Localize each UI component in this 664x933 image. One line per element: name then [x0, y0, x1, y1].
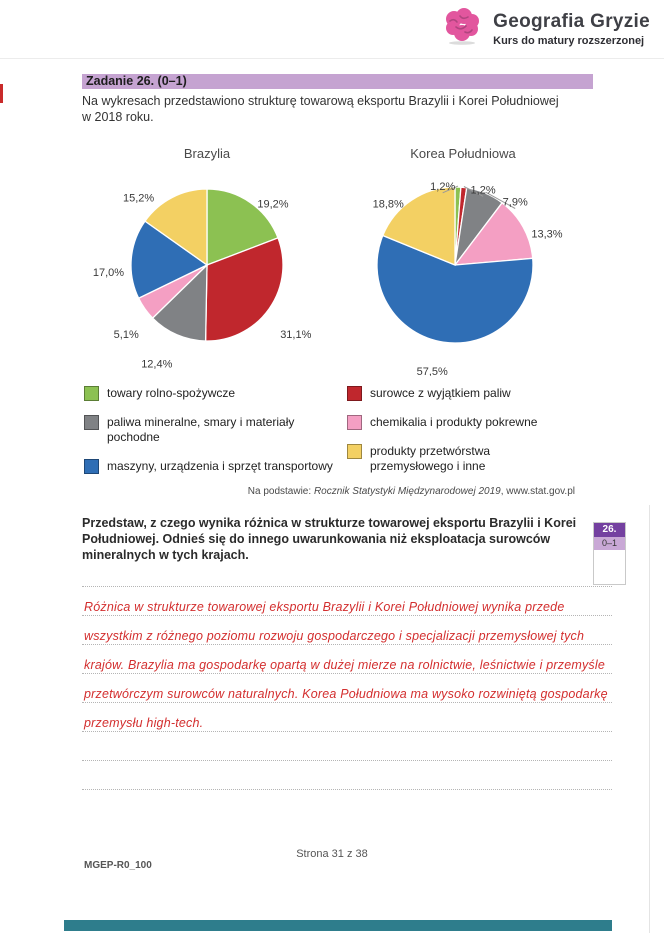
legend-label: chemikalia i produkty pokrewne	[370, 415, 538, 429]
pie-value-label: 57,5%	[416, 366, 448, 376]
document-code: MGEP-R0_100	[84, 860, 152, 871]
legend-item	[84, 386, 347, 401]
legend-label: surowce z wyjątkiem paliw	[370, 386, 511, 400]
answer-line	[82, 587, 612, 616]
header-divider	[0, 58, 664, 59]
legend-label: paliwa mineralne, smary i materiały pochodne	[107, 415, 295, 444]
chart-legend	[84, 386, 614, 474]
legend-swatch	[84, 386, 99, 401]
legend-label: towary rolno-spożywcze	[107, 386, 236, 400]
score-box	[593, 522, 626, 585]
answer-line	[82, 703, 612, 732]
score-box-task-number: 26.	[594, 523, 625, 537]
pie-value-label: 19,2%	[257, 198, 289, 211]
brand-name: Geografia Gryzie	[493, 10, 650, 32]
task-intro	[82, 93, 602, 125]
task-intro-line: w 2018 roku.	[82, 110, 154, 124]
bottom-accent-bar	[64, 920, 612, 931]
page-edge-line	[649, 505, 650, 933]
pie-value-label: 12,4%	[141, 358, 173, 371]
brain-icon	[441, 6, 483, 51]
answer-line	[82, 616, 612, 645]
source-title: Rocznik Statystyki Międzynarodowej 2019	[313, 486, 501, 497]
answer-line	[82, 645, 612, 674]
legend-swatch	[347, 415, 362, 430]
legend-item	[84, 415, 347, 445]
pie-value-label: 13,3%	[531, 228, 563, 241]
pie-value-label: 1,2%	[470, 184, 496, 197]
handwritten-text: wszystkim z różnego poziomu rozwoju gospodarczego i specjalizacji przemysłowej tych	[84, 629, 585, 643]
legend-item	[347, 415, 597, 430]
source-prefix: Na podstawie:	[247, 486, 314, 497]
legend-item	[347, 386, 597, 401]
answer-line	[82, 674, 612, 703]
pie-value-label: 7,9%	[502, 196, 528, 209]
task-question-line: mineralnych w tych krajach.	[82, 548, 249, 562]
handwritten-text: Różnica w strukturze towarowej eksportu Brazylii i Korei Południowej wynika przede	[84, 600, 565, 614]
task-question	[82, 515, 587, 563]
pie-chart-1	[338, 164, 588, 376]
chart-title-korea: Korea Południowa	[410, 146, 516, 161]
pie-chart-0	[84, 164, 330, 376]
legend-item	[347, 444, 597, 474]
score-box-empty-cell	[594, 550, 625, 584]
answer-line	[82, 761, 612, 790]
pie-value-label: 31,1%	[280, 328, 312, 341]
chart-source	[82, 486, 575, 497]
score-box-points-range: 0–1	[594, 537, 625, 550]
pie-value-label: 1,2%	[430, 180, 456, 193]
source-suffix: , www.stat.gov.pl	[500, 486, 575, 497]
handwritten-text: krajów. Brazylia ma gospodarkę opartą w dużej mierze na rolnictwie, leśnictwie i przemyśle	[84, 658, 605, 672]
legend-swatch	[347, 444, 362, 459]
task-title-bar: Zadanie 26. (0–1)	[82, 74, 593, 89]
legend-column-left	[84, 386, 347, 474]
legend-label: maszyny, urządzenia i sprzęt transportowy	[107, 459, 333, 473]
legend-swatch	[84, 459, 99, 474]
pie-value-label: 17,0%	[92, 266, 125, 279]
chart-title-brazylia: Brazylia	[183, 146, 231, 161]
legend-column-right	[347, 386, 597, 474]
site-header	[441, 6, 650, 51]
pie-value-label: 15,2%	[122, 192, 155, 205]
task-question-line: Południowej. Odnieś się do innego uwarunkowania niż eksploatacja surowców	[82, 532, 551, 546]
pie-value-label: 5,1%	[113, 328, 139, 341]
legend-swatch	[84, 415, 99, 430]
chart-figure-brazylia	[84, 146, 330, 381]
page-number: Strona 31 z 38	[296, 848, 368, 860]
task-intro-line: Na wykresach przedstawiono strukturę towarową eksportu Brazylii i Korei Południowej	[82, 94, 559, 108]
brand-tagline: Kurs do matury rozszerzonej	[493, 34, 645, 47]
brand-block	[493, 11, 650, 47]
legend-swatch	[347, 386, 362, 401]
pie-value-label: 18,8%	[372, 198, 404, 211]
left-edge-mark	[0, 84, 3, 103]
answer-line	[82, 732, 612, 761]
handwritten-text: przemysłu high-tech.	[84, 716, 204, 730]
task-question-line: Przedstaw, z czego wynika różnica w strukturze towarowej eksportu Brazylii i Korei	[82, 516, 577, 530]
legend-label: produkty przetwórstwa przemysłowego i inne	[370, 444, 491, 473]
legend-item	[84, 459, 347, 474]
chart-figure-korea	[338, 146, 588, 381]
answer-area	[82, 586, 612, 790]
handwritten-text: przetwórczym surowców naturalnych. Korea Południowa ma wysoko rozwiniętą gospodarkę	[84, 687, 608, 701]
